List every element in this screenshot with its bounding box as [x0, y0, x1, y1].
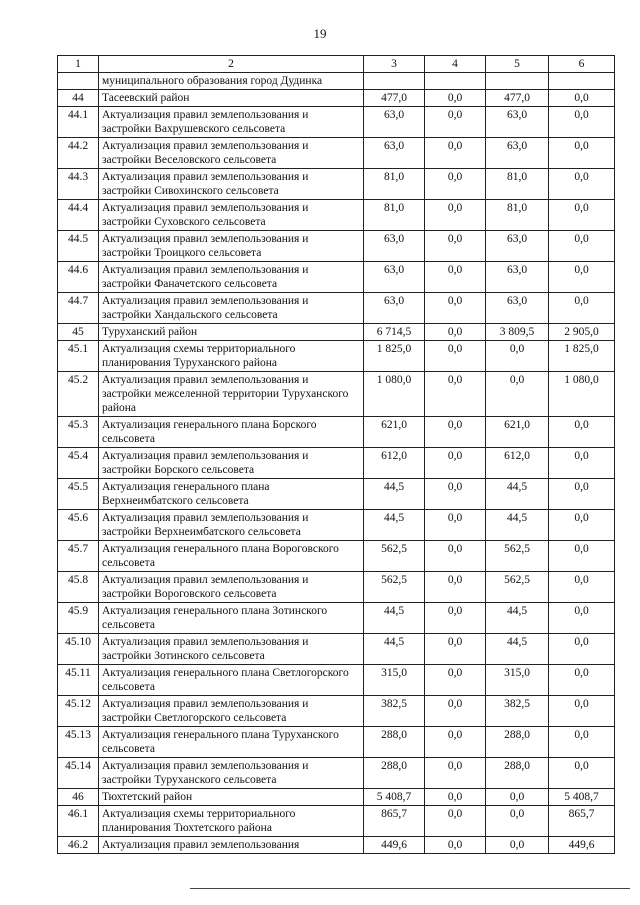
row-name: Актуализация правил землепользования и застройки Троицкого сельсовета — [99, 231, 364, 262]
row-value-col6: 0,0 — [549, 510, 615, 541]
table-row — [58, 73, 615, 90]
row-value-col4: 0,0 — [425, 169, 486, 200]
row-value-col6: 0,0 — [549, 231, 615, 262]
row-number: 45.9 — [58, 603, 99, 634]
row-value-col6: 0,0 — [549, 200, 615, 231]
table-row — [58, 572, 615, 603]
table-row — [58, 727, 615, 758]
row-value-col5: 63,0 — [486, 231, 549, 262]
row-value-col4: 0,0 — [425, 634, 486, 665]
row-name: Актуализация генерального плана Верхнеимбатского сельсовета — [99, 479, 364, 510]
row-value-col5: 81,0 — [486, 200, 549, 231]
row-value-col4: 0,0 — [425, 572, 486, 603]
table-row — [58, 510, 615, 541]
row-value-col3: 1 080,0 — [364, 372, 425, 417]
table-row — [58, 806, 615, 837]
row-value-col4: 0,0 — [425, 231, 486, 262]
row-value-col4: 0,0 — [425, 107, 486, 138]
row-name: Актуализация генерального плана Зотинского сельсовета — [99, 603, 364, 634]
row-value-col6: 0,0 — [549, 479, 615, 510]
row-value-col5: 81,0 — [486, 169, 549, 200]
row-number: 46 — [58, 789, 99, 806]
row-name: муниципального образования город Дудинка — [99, 73, 364, 90]
row-number: 45.8 — [58, 572, 99, 603]
row-value-col6: 5 408,7 — [549, 789, 615, 806]
table-header-row — [58, 56, 615, 73]
row-value-col5: 0,0 — [486, 341, 549, 372]
row-number: 45.2 — [58, 372, 99, 417]
row-value-col4: 0,0 — [425, 372, 486, 417]
table-row — [58, 262, 615, 293]
table-row — [58, 417, 615, 448]
row-value-col5: 562,5 — [486, 541, 549, 572]
row-name: Тасеевский район — [99, 90, 364, 107]
row-value-col6: 0,0 — [549, 107, 615, 138]
row-name: Актуализация генерального плана Вороговского сельсовета — [99, 541, 364, 572]
row-name: Актуализация схемы территориального планирования Тюхтетского района — [99, 806, 364, 837]
row-value-col6: 0,0 — [549, 138, 615, 169]
row-value-col3: 44,5 — [364, 510, 425, 541]
row-number: 45.11 — [58, 665, 99, 696]
row-value-col5: 0,0 — [486, 837, 549, 854]
row-value-col3: 382,5 — [364, 696, 425, 727]
table-row — [58, 479, 615, 510]
row-value-col5: 63,0 — [486, 293, 549, 324]
table-row — [58, 324, 615, 341]
row-number: 44.2 — [58, 138, 99, 169]
row-value-col6: 0,0 — [549, 90, 615, 107]
row-value-col6: 865,7 — [549, 806, 615, 837]
row-value-col6: 2 905,0 — [549, 324, 615, 341]
row-number: 46.2 — [58, 837, 99, 854]
row-value-col6: 0,0 — [549, 572, 615, 603]
row-value-col3 — [364, 73, 425, 90]
row-number: 44.7 — [58, 293, 99, 324]
row-value-col4: 0,0 — [425, 696, 486, 727]
row-value-col5: 44,5 — [486, 510, 549, 541]
row-value-col5 — [486, 73, 549, 90]
row-value-col5: 44,5 — [486, 634, 549, 665]
row-value-col5: 63,0 — [486, 262, 549, 293]
row-value-col3: 288,0 — [364, 727, 425, 758]
table-row — [58, 90, 615, 107]
row-name: Актуализация правил землепользования и застройки Вороговского сельсовета — [99, 572, 364, 603]
header-col-5: 5 — [486, 56, 549, 73]
row-value-col4: 0,0 — [425, 200, 486, 231]
row-value-col3: 288,0 — [364, 758, 425, 789]
row-value-col4: 0,0 — [425, 293, 486, 324]
table-row — [58, 341, 615, 372]
table-row — [58, 107, 615, 138]
row-value-col3: 612,0 — [364, 448, 425, 479]
row-name: Актуализация генерального плана Светлогорского сельсовета — [99, 665, 364, 696]
row-value-col3: 865,7 — [364, 806, 425, 837]
row-value-col3: 44,5 — [364, 634, 425, 665]
row-value-col5: 477,0 — [486, 90, 549, 107]
row-value-col3: 44,5 — [364, 603, 425, 634]
row-value-col3: 449,6 — [364, 837, 425, 854]
row-value-col6: 449,6 — [549, 837, 615, 854]
row-value-col5: 3 809,5 — [486, 324, 549, 341]
row-name: Актуализация правил землепользования и застройки Фаначетского сельсовета — [99, 262, 364, 293]
row-number: 44.3 — [58, 169, 99, 200]
table-row — [58, 138, 615, 169]
row-value-col5: 0,0 — [486, 372, 549, 417]
row-value-col3: 562,5 — [364, 541, 425, 572]
row-number: 45.5 — [58, 479, 99, 510]
row-number: 45.7 — [58, 541, 99, 572]
budget-table — [57, 55, 615, 854]
row-number: 45.13 — [58, 727, 99, 758]
row-value-col5: 63,0 — [486, 107, 549, 138]
table-row — [58, 789, 615, 806]
table-row — [58, 293, 615, 324]
row-name: Актуализация схемы территориального планирования Туруханского района — [99, 341, 364, 372]
row-value-col6: 0,0 — [549, 448, 615, 479]
row-number: 44.4 — [58, 200, 99, 231]
row-number: 45.6 — [58, 510, 99, 541]
row-value-col4: 0,0 — [425, 417, 486, 448]
row-value-col3: 63,0 — [364, 138, 425, 169]
row-value-col4: 0,0 — [425, 541, 486, 572]
row-value-col4: 0,0 — [425, 448, 486, 479]
row-value-col4: 0,0 — [425, 479, 486, 510]
row-value-col4: 0,0 — [425, 341, 486, 372]
row-value-col3: 621,0 — [364, 417, 425, 448]
row-value-col6: 0,0 — [549, 696, 615, 727]
row-value-col6 — [549, 73, 615, 90]
row-number: 46.1 — [58, 806, 99, 837]
row-value-col5: 288,0 — [486, 727, 549, 758]
row-value-col5: 621,0 — [486, 417, 549, 448]
row-value-col6: 0,0 — [549, 262, 615, 293]
row-value-col3: 477,0 — [364, 90, 425, 107]
row-value-col5: 44,5 — [486, 479, 549, 510]
row-value-col3: 63,0 — [364, 262, 425, 293]
row-number: 44.5 — [58, 231, 99, 262]
header-col-3: 3 — [364, 56, 425, 73]
table-row — [58, 758, 615, 789]
row-value-col5: 0,0 — [486, 806, 549, 837]
row-name: Актуализация правил землепользования и застройки Борского сельсовета — [99, 448, 364, 479]
row-name: Тюхтетский район — [99, 789, 364, 806]
row-value-col5: 612,0 — [486, 448, 549, 479]
header-col-2: 2 — [99, 56, 364, 73]
row-value-col6: 0,0 — [549, 417, 615, 448]
row-value-col5: 315,0 — [486, 665, 549, 696]
header-col-6: 6 — [549, 56, 615, 73]
row-value-col3: 6 714,5 — [364, 324, 425, 341]
row-value-col5: 382,5 — [486, 696, 549, 727]
row-name: Туруханский район — [99, 324, 364, 341]
row-number: 45.1 — [58, 341, 99, 372]
row-value-col6: 0,0 — [549, 169, 615, 200]
row-value-col6: 0,0 — [549, 541, 615, 572]
row-name: Актуализация правил землепользования и застройки Верхнеимбатского сельсовета — [99, 510, 364, 541]
row-number: 44.1 — [58, 107, 99, 138]
row-number: 45 — [58, 324, 99, 341]
row-number — [58, 73, 99, 90]
row-value-col3: 562,5 — [364, 572, 425, 603]
row-number: 45.14 — [58, 758, 99, 789]
row-value-col6: 1 080,0 — [549, 372, 615, 417]
table-row — [58, 665, 615, 696]
row-value-col4: 0,0 — [425, 758, 486, 789]
row-value-col4: 0,0 — [425, 510, 486, 541]
table-row — [58, 231, 615, 262]
row-value-col3: 5 408,7 — [364, 789, 425, 806]
row-value-col4: 0,0 — [425, 138, 486, 169]
row-name: Актуализация правил землепользования и застройки Туруханского сельсовета — [99, 758, 364, 789]
row-value-col4: 0,0 — [425, 324, 486, 341]
row-name: Актуализация генерального плана Туруханского сельсовета — [99, 727, 364, 758]
row-value-col5: 562,5 — [486, 572, 549, 603]
row-value-col4 — [425, 73, 486, 90]
table-row — [58, 200, 615, 231]
table-row — [58, 696, 615, 727]
table-row — [58, 603, 615, 634]
table-row — [58, 634, 615, 665]
row-value-col6: 1 825,0 — [549, 341, 615, 372]
row-value-col3: 1 825,0 — [364, 341, 425, 372]
header-col-4: 4 — [425, 56, 486, 73]
row-value-col5: 288,0 — [486, 758, 549, 789]
row-name: Актуализация правил землепользования — [99, 837, 364, 854]
row-value-col4: 0,0 — [425, 90, 486, 107]
row-value-col3: 63,0 — [364, 231, 425, 262]
row-name: Актуализация правил землепользования и застройки Суховского сельсовета — [99, 200, 364, 231]
row-value-col4: 0,0 — [425, 806, 486, 837]
bottom-rule — [190, 888, 630, 889]
row-name: Актуализация правил землепользования и застройки Вахрушевского сельсовета — [99, 107, 364, 138]
row-value-col5: 63,0 — [486, 138, 549, 169]
row-value-col3: 44,5 — [364, 479, 425, 510]
row-value-col4: 0,0 — [425, 665, 486, 696]
row-value-col3: 315,0 — [364, 665, 425, 696]
row-value-col4: 0,0 — [425, 727, 486, 758]
row-value-col6: 0,0 — [549, 727, 615, 758]
row-number: 45.4 — [58, 448, 99, 479]
row-number: 45.10 — [58, 634, 99, 665]
row-name: Актуализация правил землепользования и застройки межселенной территории Туруханского района — [99, 372, 364, 417]
row-value-col4: 0,0 — [425, 789, 486, 806]
row-value-col6: 0,0 — [549, 603, 615, 634]
row-name: Актуализация генерального плана Борского сельсовета — [99, 417, 364, 448]
row-value-col6: 0,0 — [549, 293, 615, 324]
table-row — [58, 541, 615, 572]
row-number: 45.12 — [58, 696, 99, 727]
header-col-1: 1 — [58, 56, 99, 73]
row-value-col6: 0,0 — [549, 634, 615, 665]
row-value-col3: 63,0 — [364, 293, 425, 324]
table-body — [58, 73, 615, 854]
row-value-col4: 0,0 — [425, 837, 486, 854]
row-name: Актуализация правил землепользования и застройки Зотинского сельсовета — [99, 634, 364, 665]
row-value-col6: 0,0 — [549, 758, 615, 789]
page-number: 19 — [313, 26, 327, 41]
row-value-col4: 0,0 — [425, 262, 486, 293]
row-value-col4: 0,0 — [425, 603, 486, 634]
table-row — [58, 372, 615, 417]
row-number: 44.6 — [58, 262, 99, 293]
row-number: 45.3 — [58, 417, 99, 448]
row-name: Актуализация правил землепользования и застройки Веселовского сельсовета — [99, 138, 364, 169]
row-value-col3: 81,0 — [364, 169, 425, 200]
row-value-col3: 81,0 — [364, 200, 425, 231]
row-value-col3: 63,0 — [364, 107, 425, 138]
table-row — [58, 448, 615, 479]
row-name: Актуализация правил землепользования и застройки Хандальского сельсовета — [99, 293, 364, 324]
row-value-col5: 44,5 — [486, 603, 549, 634]
row-name: Актуализация правил землепользования и застройки Светлогорского сельсовета — [99, 696, 364, 727]
row-number: 44 — [58, 90, 99, 107]
row-value-col6: 0,0 — [549, 665, 615, 696]
table-row — [58, 837, 615, 854]
row-value-col5: 0,0 — [486, 789, 549, 806]
row-name: Актуализация правил землепользования и застройки Сивохинского сельсовета — [99, 169, 364, 200]
table-row — [58, 169, 615, 200]
